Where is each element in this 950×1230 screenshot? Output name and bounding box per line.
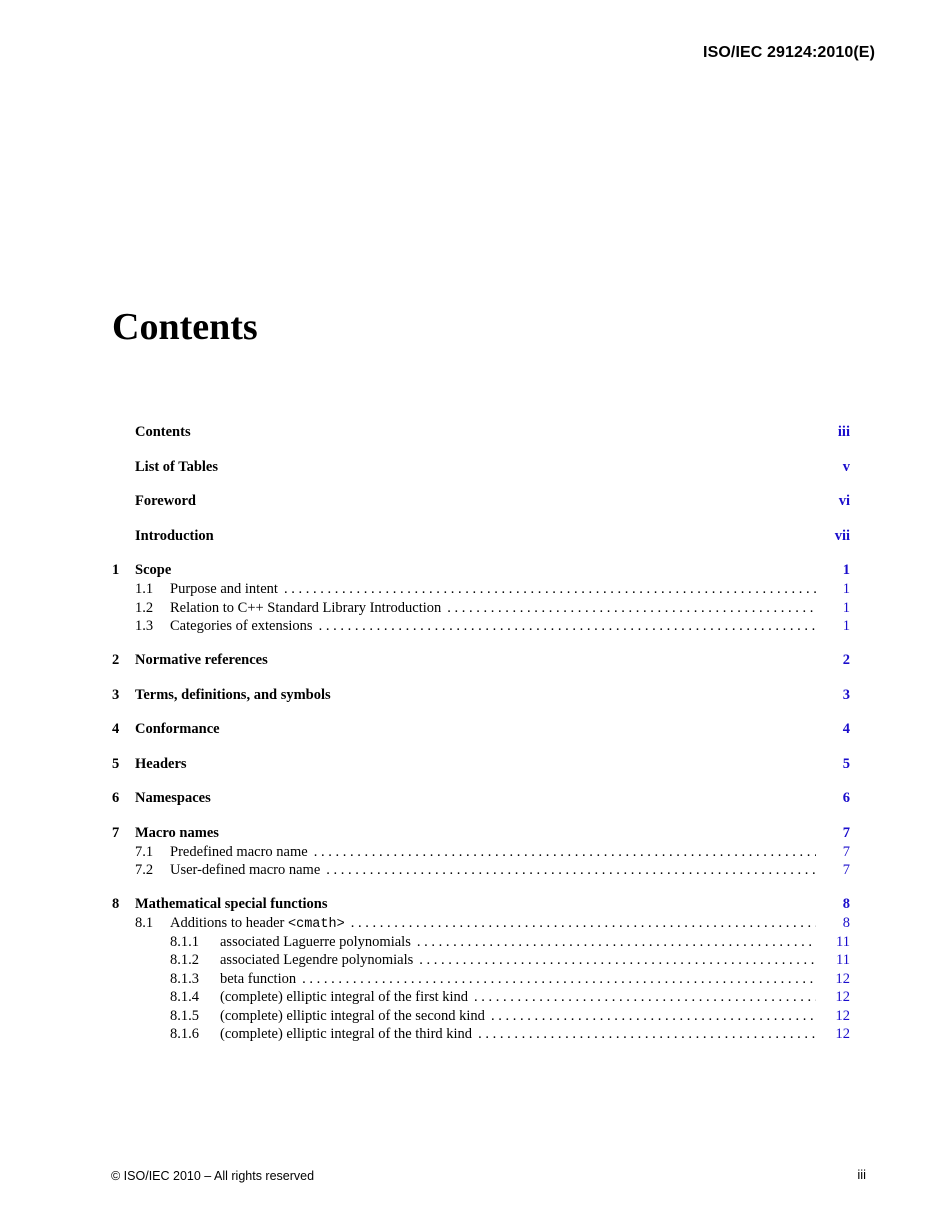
toc-entry-title-text: Macro names <box>135 824 219 841</box>
toc-page-link[interactable]: vi <box>838 493 850 509</box>
toc-entry-title[interactable] <box>135 719 220 739</box>
toc-page-link[interactable]: 12 <box>835 1007 850 1024</box>
toc-page-link[interactable]: 12 <box>835 1026 850 1042</box>
toc-chapter-entry[interactable] <box>112 491 850 511</box>
toc-dot-leader <box>326 861 816 880</box>
toc-entry-title-text: Categories of extensions <box>170 618 313 634</box>
toc-entry-title-text: associated Legendre polynomials <box>220 952 414 968</box>
toc-section-entry[interactable] <box>112 988 850 1007</box>
page-title: Contents <box>112 306 258 348</box>
toc-entry-number: 1.3 <box>135 618 154 634</box>
toc-page-link[interactable]: v <box>842 458 850 475</box>
toc-page-link[interactable]: 2 <box>842 652 850 668</box>
toc-section-entry[interactable] <box>112 1025 850 1044</box>
toc-entry-title[interactable] <box>135 650 268 670</box>
toc-dot-leader <box>319 617 816 636</box>
toc-entry-number: 5 <box>112 755 120 772</box>
toc-entry-title[interactable] <box>135 754 187 774</box>
toc-dot-leader <box>284 580 816 599</box>
toc-page-link[interactable]: 5 <box>842 755 850 772</box>
toc-entry-title-text: List of Tables <box>135 458 218 475</box>
toc-chapter-entry[interactable] <box>112 685 850 705</box>
toc-entry-number: 8.1 <box>135 915 154 931</box>
toc-entry-number: 8.1.3 <box>170 970 199 987</box>
toc-section-entry[interactable] <box>112 861 850 880</box>
toc-entry-number: 8.1.5 <box>170 1007 199 1024</box>
toc-entry-title[interactable] <box>135 526 214 546</box>
toc-entry-number: 3 <box>112 686 120 703</box>
toc-entry-number: 4 <box>112 721 120 737</box>
toc-chapter-entry[interactable] <box>112 823 850 843</box>
toc-chapter-entry[interactable] <box>112 457 850 477</box>
toc-section-entry[interactable] <box>112 599 850 618</box>
toc-chapter-entry[interactable] <box>112 754 850 774</box>
toc-section-entry[interactable] <box>112 617 850 636</box>
toc-entry-number: 8.1.4 <box>170 989 199 1005</box>
toc-entry-title[interactable] <box>135 685 331 705</box>
toc-entry-number: 6 <box>112 790 120 806</box>
toc-section-entry[interactable] <box>112 580 850 599</box>
toc-page-link[interactable]: 3 <box>842 686 850 703</box>
toc-entry-title[interactable] <box>170 861 320 880</box>
toc-page-link[interactable]: iii <box>837 424 850 440</box>
toc-entry-title-text: (complete) elliptic integral of the first kind <box>220 989 469 1005</box>
toc-entry-title-text: (complete) elliptic integral of the second kind <box>220 1007 485 1024</box>
toc-entry-title[interactable] <box>220 1007 485 1026</box>
toc-entry-title-text: Contents <box>135 424 191 440</box>
toc-entry-title-text: Normative references <box>135 652 268 668</box>
toc-section-entry[interactable] <box>112 970 850 989</box>
document-id: ISO/IEC 29124:2010(E) <box>703 44 875 61</box>
toc-chapter-entry[interactable] <box>112 788 850 808</box>
toc-entry-code: <cmath> <box>288 917 345 932</box>
toc-entry-title-text: Namespaces <box>135 790 211 806</box>
toc-entry-number: 8 <box>112 896 120 912</box>
toc-entry-title-text: Additions to header <box>170 915 288 931</box>
toc-page-link[interactable]: vii <box>834 527 850 544</box>
toc-entry-title-text: Headers <box>135 755 187 772</box>
toc-page-link[interactable]: 1 <box>842 581 850 597</box>
page-number: iii <box>857 1167 866 1182</box>
toc-chapter-entry[interactable] <box>112 719 850 739</box>
toc-entry-title[interactable] <box>135 457 218 477</box>
toc-entry-title-text: Terms, definitions, and symbols <box>135 686 331 703</box>
toc-page-link[interactable]: 1 <box>842 599 850 616</box>
toc-section-entry[interactable] <box>112 843 850 862</box>
toc-page-link[interactable]: 12 <box>835 970 850 987</box>
toc-entry-title-text: (complete) elliptic integral of the third kind <box>220 1026 473 1042</box>
toc-chapter-entry[interactable] <box>112 422 850 442</box>
toc-page-link[interactable]: 1 <box>842 618 850 634</box>
toc-page-link[interactable]: 7 <box>842 824 850 841</box>
toc-entry-number: 1.1 <box>135 581 154 597</box>
toc-page-link[interactable]: 11 <box>836 933 850 950</box>
toc-entry-title-text: Introduction <box>135 527 214 544</box>
toc-chapter-entry[interactable] <box>112 526 850 546</box>
toc-dot-leader <box>302 970 816 989</box>
toc-entry-title-text: Foreword <box>135 493 196 509</box>
toc-entry-title[interactable] <box>170 580 278 599</box>
toc-entry-title[interactable] <box>220 988 468 1007</box>
toc-dot-leader <box>447 599 816 618</box>
toc-entry-title-text: Relation to C++ Standard Library Introduction <box>170 599 442 616</box>
toc-entry-title[interactable] <box>135 823 219 843</box>
toc-section-entry[interactable] <box>112 1007 850 1026</box>
toc-entry-title[interactable] <box>135 422 191 442</box>
toc-entry-title[interactable] <box>135 491 196 511</box>
toc-section-entry[interactable] <box>112 933 850 952</box>
toc-chapter-entry[interactable] <box>112 894 850 914</box>
toc-chapter-entry[interactable] <box>112 650 850 670</box>
toc-page-link[interactable]: 12 <box>835 989 850 1005</box>
toc-page-link[interactable]: 1 <box>842 562 850 578</box>
toc-entry-title[interactable] <box>220 1025 472 1044</box>
toc-page-link[interactable]: 8 <box>842 915 850 931</box>
toc-page-link[interactable]: 7 <box>842 862 850 878</box>
toc-entry-number: 7.1 <box>135 843 154 860</box>
toc-entry-title-text: beta function <box>220 970 297 987</box>
toc-entry-number: 7.2 <box>135 862 154 878</box>
toc-dot-leader <box>478 1025 816 1044</box>
toc-entry-title[interactable] <box>135 560 171 580</box>
toc-entry-title-text: Mathematical special functions <box>135 896 328 912</box>
table-of-contents <box>112 422 850 1044</box>
toc-page-link[interactable]: 4 <box>842 721 850 737</box>
toc-entry-title[interactable] <box>135 894 328 914</box>
toc-page-link[interactable]: 7 <box>842 843 850 860</box>
toc-entry-number: 1 <box>112 562 120 578</box>
toc-entry-title[interactable] <box>170 599 441 618</box>
toc-entry-title[interactable] <box>220 933 411 952</box>
toc-entry-title[interactable] <box>220 951 413 970</box>
toc-entry-number: 8.1.6 <box>170 1026 199 1042</box>
copyright-notice: © ISO/IEC 2010 – All rights reserved <box>111 1169 315 1183</box>
toc-entry-title-text: Conformance <box>135 721 220 737</box>
toc-dot-leader <box>474 988 816 1007</box>
toc-dot-leader <box>417 933 816 952</box>
toc-entry-title[interactable] <box>170 617 313 636</box>
toc-page-link[interactable]: 11 <box>836 952 850 968</box>
toc-entry-title[interactable] <box>135 788 211 808</box>
toc-entry-number: 1.2 <box>135 599 154 616</box>
toc-entry-title-text: User-defined macro name <box>170 862 321 878</box>
toc-entry-title-text: associated Laguerre polynomials <box>220 933 411 950</box>
toc-entry-title-text: Predefined macro name <box>170 843 308 860</box>
toc-page-link[interactable]: 8 <box>842 896 850 912</box>
toc-entry-number: 2 <box>112 652 120 668</box>
toc-entry-number: 8.1.2 <box>170 952 199 968</box>
toc-page-link[interactable]: 6 <box>842 790 850 806</box>
toc-entry-title-text: Purpose and intent <box>170 581 278 597</box>
toc-dot-leader <box>351 914 816 933</box>
toc-entry-number: 7 <box>112 824 120 841</box>
toc-dot-leader <box>491 1007 816 1026</box>
toc-entry-title[interactable] <box>170 914 345 935</box>
toc-entry-title-text: Scope <box>135 562 172 578</box>
toc-chapter-entry[interactable] <box>112 560 850 580</box>
toc-dot-leader <box>419 951 816 970</box>
toc-entry-title[interactable] <box>220 970 296 989</box>
toc-section-entry[interactable] <box>112 951 850 970</box>
toc-entry-number: 8.1.1 <box>170 933 199 950</box>
toc-dot-leader <box>314 843 816 862</box>
toc-entry-title[interactable] <box>170 843 308 862</box>
toc-section-entry[interactable] <box>112 914 850 933</box>
